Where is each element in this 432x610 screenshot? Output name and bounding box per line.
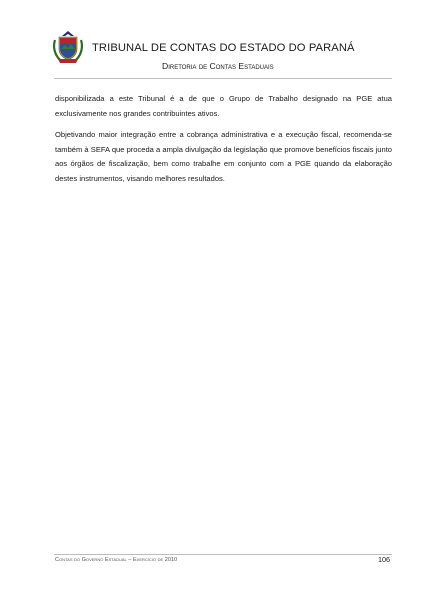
page-header-subtitle: Diretoria de Contas Estaduais <box>162 61 274 71</box>
page-header-title: TRIBUNAL DE CONTAS DO ESTADO DO PARANÁ <box>92 42 355 54</box>
body-paragraph-2: Objetivando maior integração entre a cobrança administrativa e a execução fiscal, recomenda-se também à SEFA que proceda a ampla divulgação da legislação que promove benefícios fiscais junto aos órgãos de fiscalização, bem como trabalhe em conjunto com a PGE quando da elaboração destes instrumentos, visando melhores resultados. <box>55 130 392 183</box>
footer-text: Contas do Governo Estadual – Exercício de 2010 <box>55 557 178 563</box>
parana-coat-of-arms-icon <box>52 30 84 64</box>
body-paragraph-1: disponibilizada a este Tribunal é a de que o Grupo de Trabalho designado na PGE atua exclusivamente nos grandes contribuintes ativos. <box>55 94 392 118</box>
footer-divider <box>54 554 392 555</box>
header-divider <box>54 78 392 79</box>
page-number: 106 <box>378 555 390 564</box>
document-body <box>55 92 392 194</box>
